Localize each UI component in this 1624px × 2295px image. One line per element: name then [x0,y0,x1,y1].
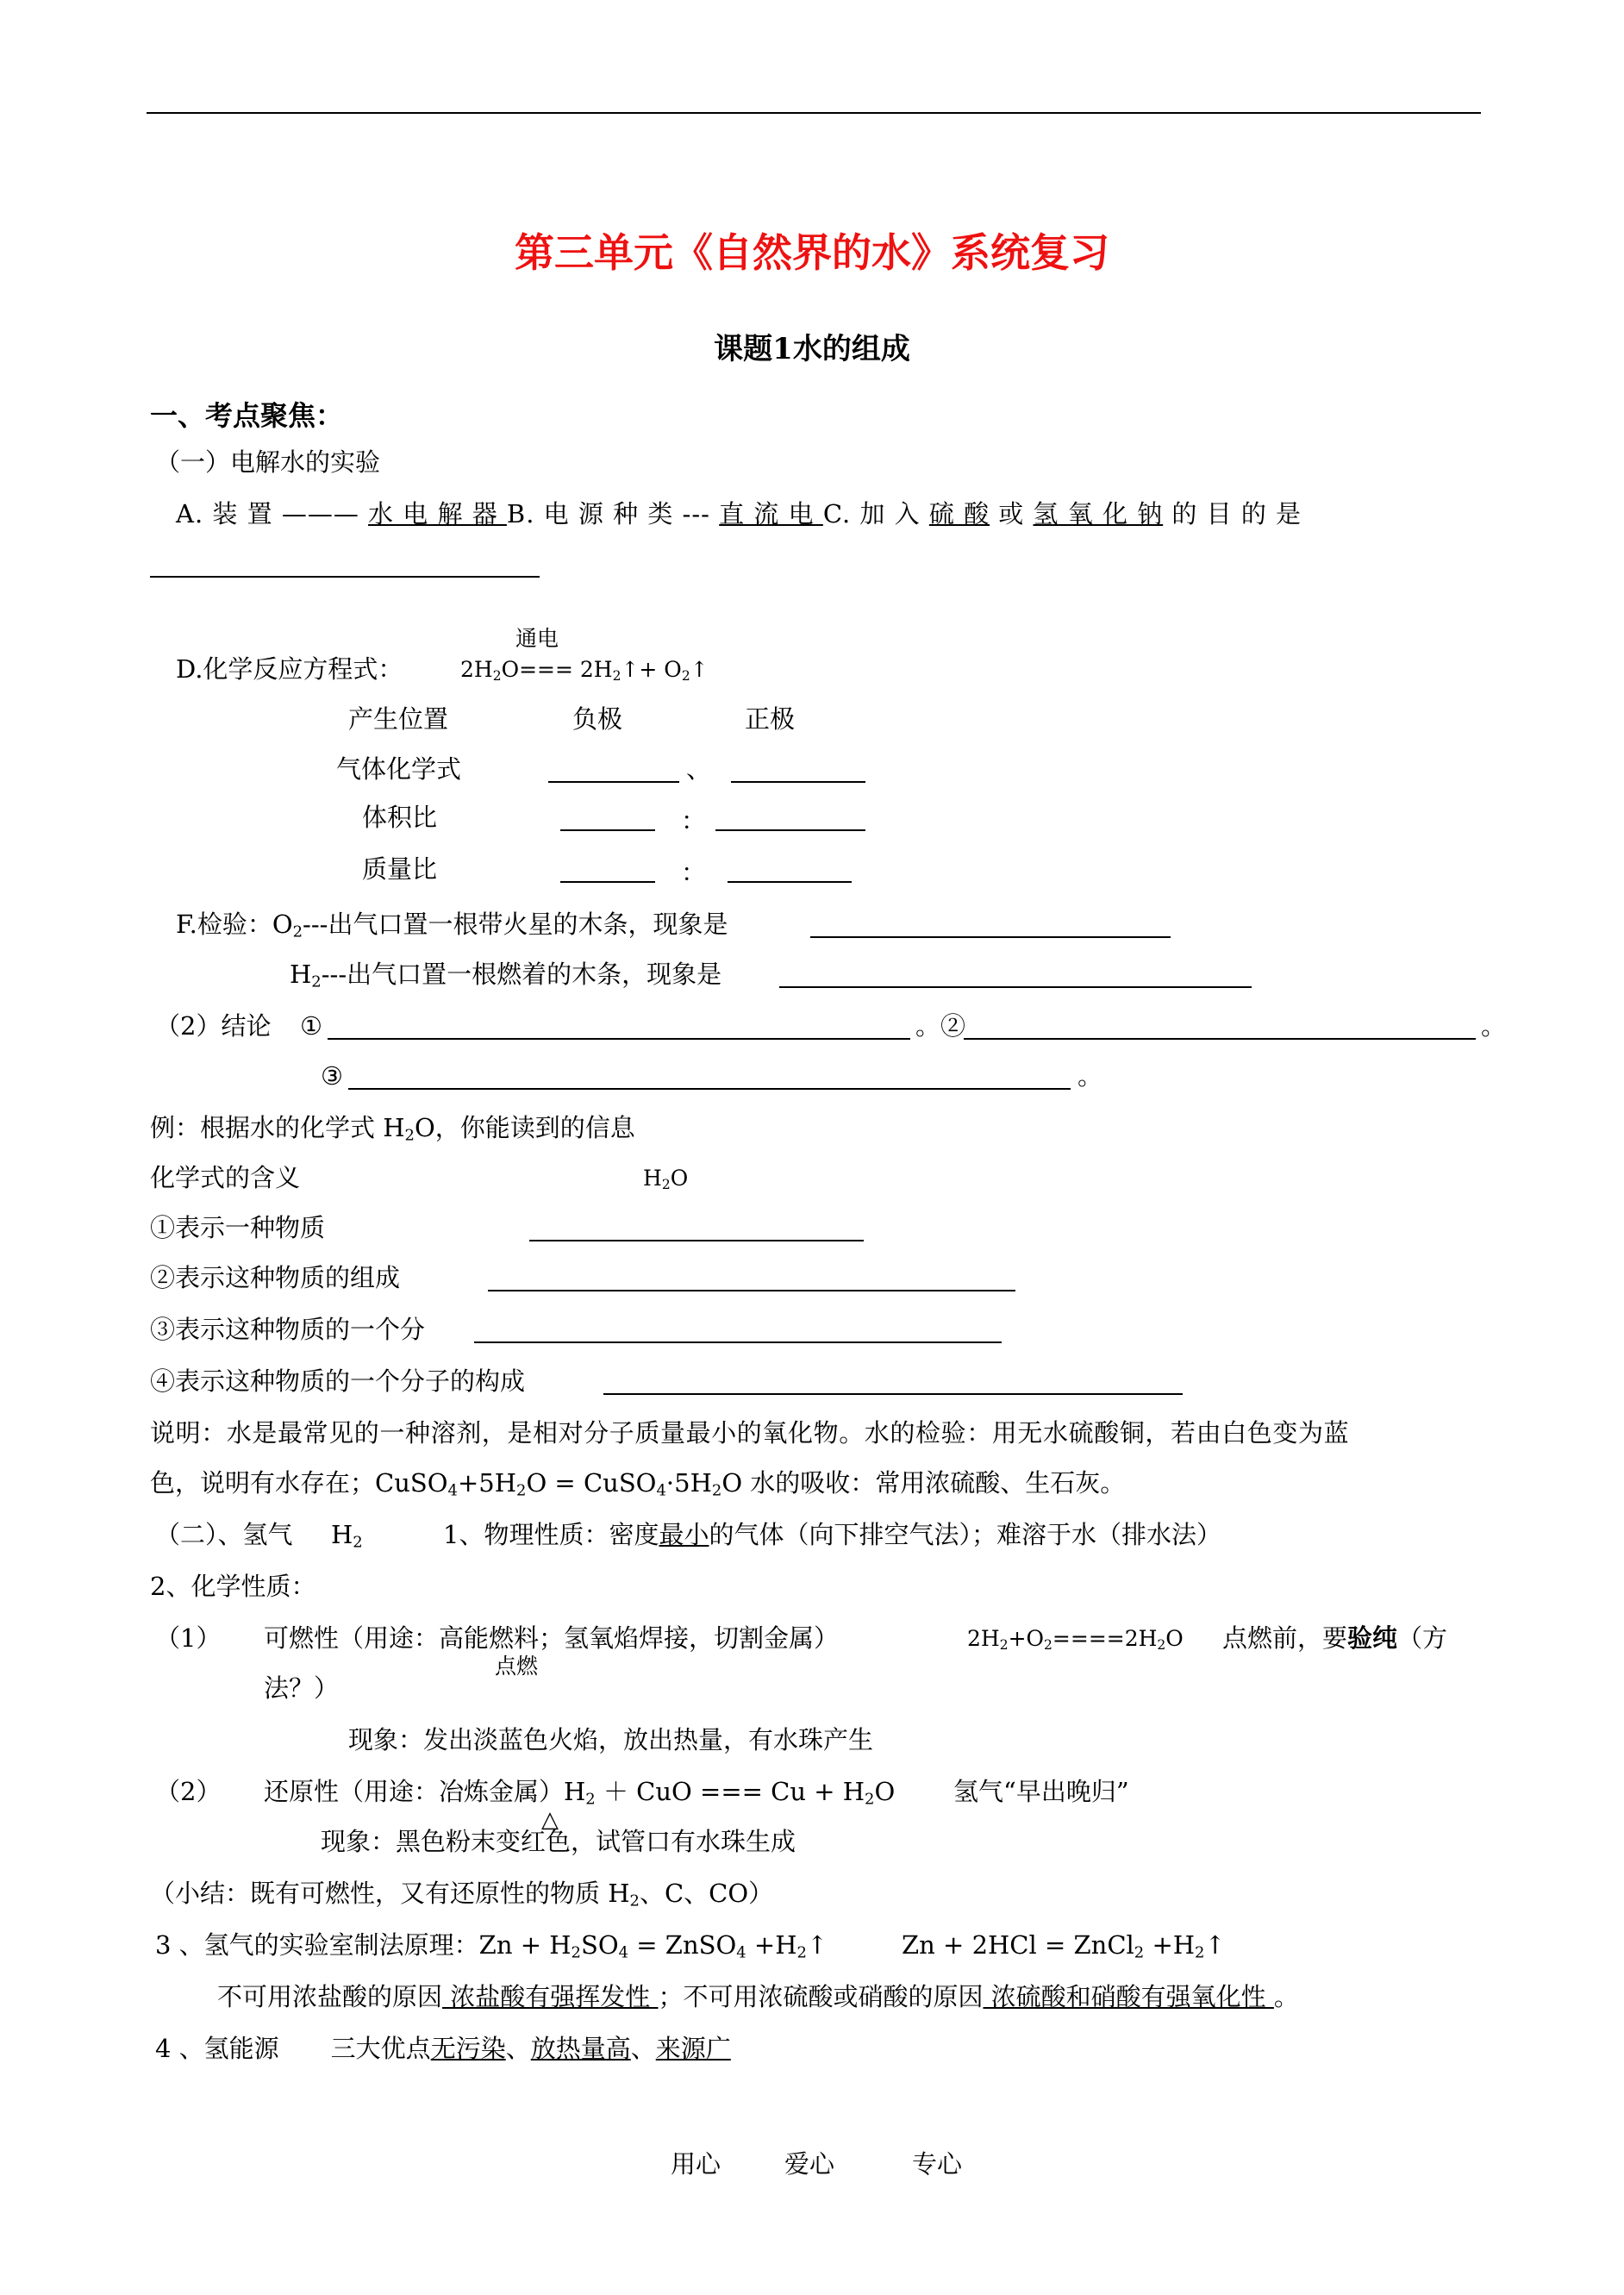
positive-electrode: 正极 [745,704,796,734]
reducibility: 还原性（用途：冶炼金属）$H_2$ ＋ CuO === $Cu + H_2O$ [264,1777,896,1809]
footer-item-2: 爱心 [784,2149,835,2179]
row-formula-label: 气体化学式 [336,754,462,784]
combustion-equation: $2H_2+O_2====2H_2O$ [967,1626,1184,1653]
blank-formula-neg [548,781,679,783]
equation-label: D.化学反应方程式： [176,654,403,684]
lab-note: 不可用浓盐酸的原因 浓盐酸有强挥发性 ；不可用浓硫酸或硝酸的原因 浓硫酸和硝酸有强氧化性 。 [217,1982,1299,2011]
test-hydrogen-line: $H_2---$出气口置一根燃着的木条，现象是 [290,960,722,991]
combustibility: 可燃性（用途：高能燃料；氢氧焰焊接，切割金属） [264,1623,840,1653]
blank-volume-neg [560,829,655,831]
page-title: 第三单元《自然界的水》系统复习 [515,229,1109,276]
note-line-1: 说明：水是最常见的一种溶剂，是相对分子质量最小的氧化物。水的检验：用无水硫酸铜，若由白色变为蓝 [150,1418,1350,1448]
answer-power: 直 流 电 [719,499,823,528]
hydrogen-formula: $H_2$ [331,1520,363,1552]
blank-mass-neg [560,881,655,883]
blank-conclusion-1 [328,1038,910,1040]
part1-heading: （一）电解水的实验 [155,447,381,477]
blank-conclusion-2 [964,1038,1476,1040]
phenomenon-1: 现象：发出淡蓝色火焰，放出热量，有水珠产生 [348,1725,874,1754]
blank-meaning-4 [603,1393,1183,1395]
blank-purpose [150,576,540,578]
hydrogen-energy: 4 、氢能源 三大优点无污染、放热量高、来源广 [155,2034,731,2063]
row-mass-label: 质量比 [362,854,438,884]
negative-electrode: 负极 [572,704,623,734]
part2-heading: （二）、氢气 [155,1520,293,1549]
meaning-header-label: 化学式的含义 [150,1163,301,1192]
lab-preparation-hcl: Zn + 2HCl = ZnCl$_2$ $+H_2↑$ [902,1930,1226,1962]
apparatus-line: A. 装 置 ——— 水 电 解 器 B. 电 源 种 类 --- 直 流 电 C. 加 入 硫 酸 或 氢 氧 化 钠 的 目 的 是 [176,499,1302,528]
blank-oxygen-phenomenon [810,936,1171,938]
meaning-header-formula: $H_2O$ [643,1166,689,1192]
lesson-title: 课题1水的组成 [714,332,910,366]
meaning-1: ①表示一种物质 [150,1213,326,1242]
ignition-condition: 点燃 [495,1654,539,1679]
header-rule [147,112,1481,114]
condition-label: 通电 [515,626,559,651]
chemical-properties-title: 2、化学性质： [150,1572,316,1601]
conclusion-label: （2）结论 [155,1011,272,1041]
hydrogen-mnemonic: 氢气“早出晚归” [953,1777,1129,1806]
meaning-3: ③表示这种物质的一个分 [150,1315,426,1344]
physical-properties: 1、物理性质：密度最小的气体（向下排空气法）；难溶于水（排水法） [443,1520,1221,1549]
row-position-label: 产生位置 [348,704,449,734]
footer-item-3: 专心 [912,2149,963,2179]
test-oxygen-line: F.检验：$O_2---$出气口置一根带火星的木条，现象是 [176,910,728,941]
blank-hydrogen-phenomenon [779,986,1252,988]
answer-apparatus: 水 电 解 器 [368,499,507,528]
blank-volume-pos [715,829,865,831]
blank-meaning-2 [488,1290,1015,1291]
meaning-2: ②表示这种物质的组成 [150,1263,401,1292]
section-heading: 一、考点聚焦： [150,399,344,432]
blank-conclusion-3 [348,1088,1071,1090]
footer-item-1: 用心 [671,2149,721,2179]
row-volume-label: 体积比 [362,803,438,832]
blank-mass-pos [728,881,852,883]
heat-condition: △ [541,1807,559,1833]
lab-preparation: 3 、氢气的实验室制法原理：$Zn + H_2SO_4$ = ZnSO$_4$ $+H_2↑$ [155,1930,828,1962]
phenomenon-2: 现象：黑色粉末变红色，试管口有水珠生成 [321,1827,796,1856]
blank-meaning-1 [529,1240,864,1241]
purity-note: 点燃前，要验纯（方 [1222,1623,1448,1653]
note-line-2: 色，说明有水存在；$CuSO_4+5H_2O$ = $CuSO_4\cdot 5H_2O$ 水的吸收：常用浓硫酸、生石灰。 [150,1468,1126,1500]
blank-meaning-3 [474,1341,1002,1343]
meaning-4: ④表示这种物质的一个分子的构成 [150,1366,526,1396]
electrolysis-equation: $2H_2O===$ $2H_2↑+$ $O_2↑$ [460,657,709,684]
summary: （小结：既有可燃性，又有还原性的物质 $H_2$、C、CO） [150,1879,774,1910]
example-intro: 例：根据水的化学式 $H_2O$，你能读到的信息 [150,1113,635,1145]
blank-formula-pos [731,781,865,783]
